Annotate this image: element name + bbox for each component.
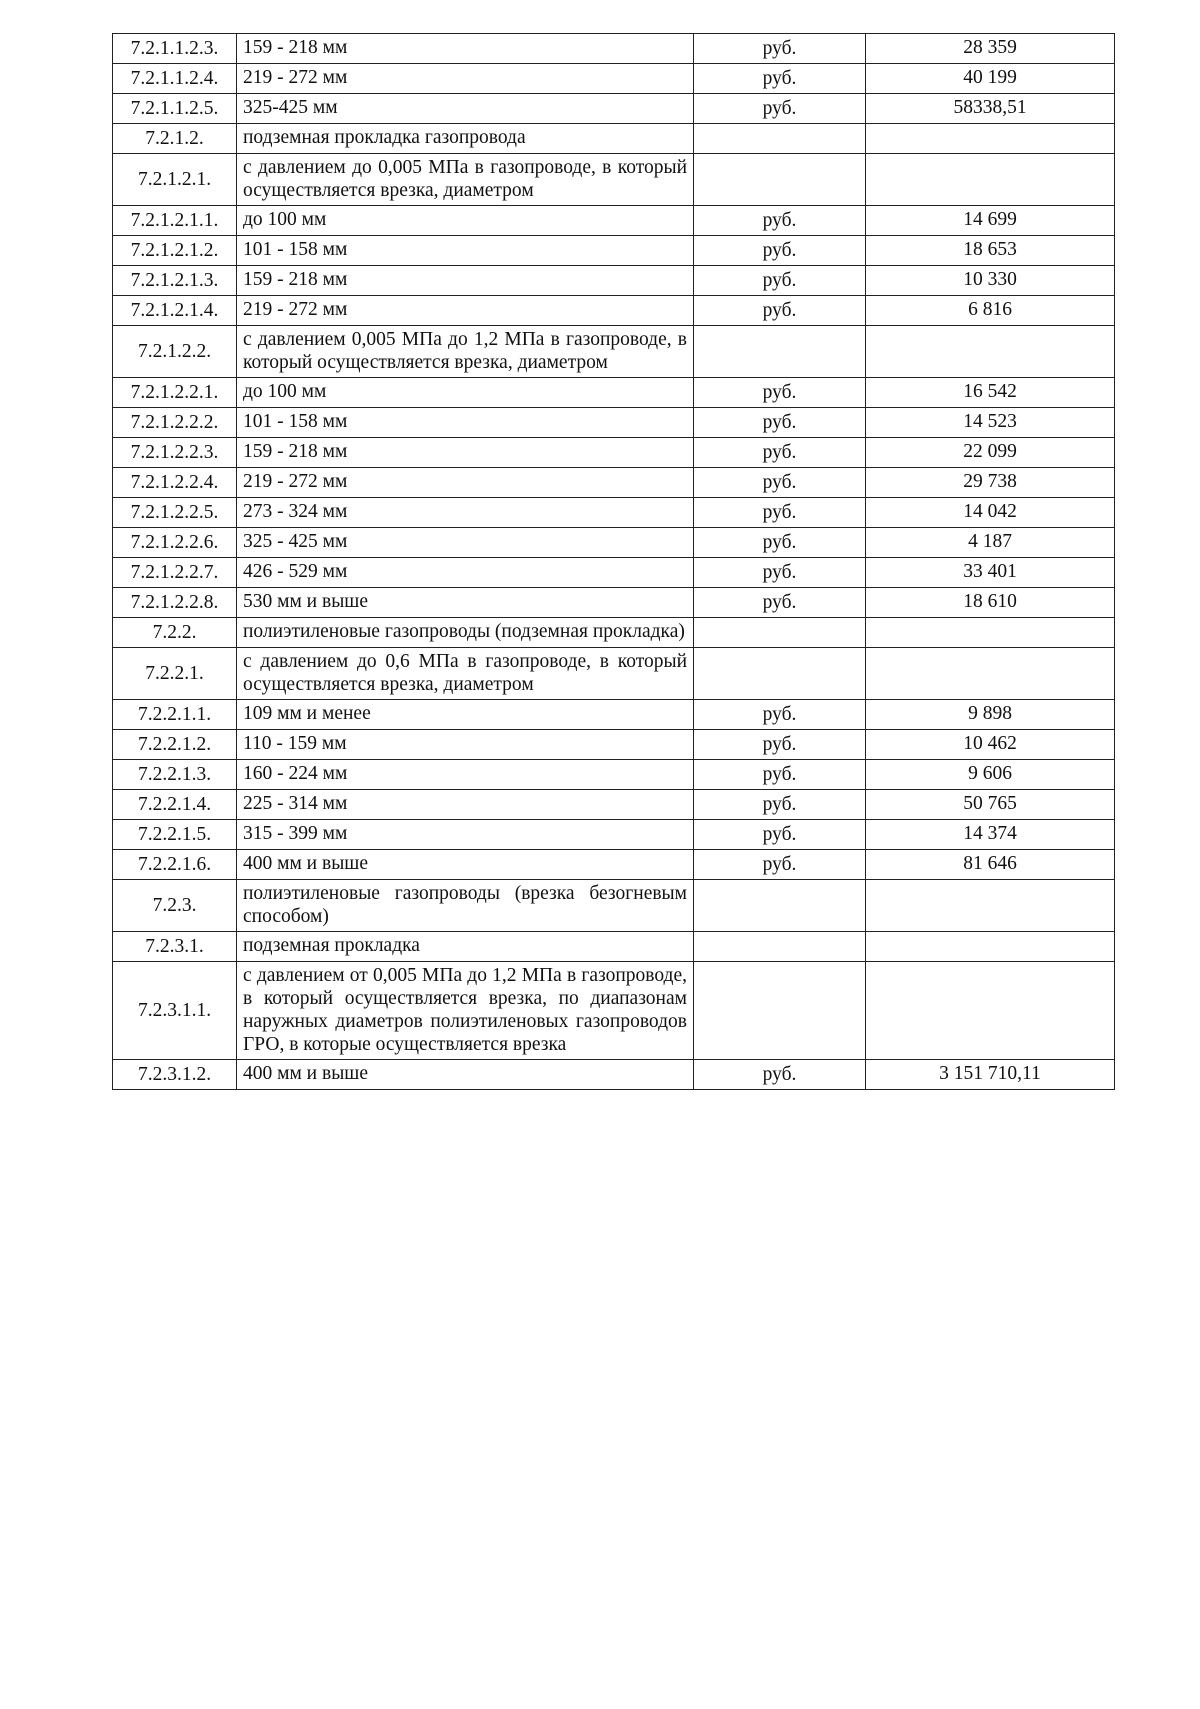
unit-cell: руб. <box>694 700 866 730</box>
item-description-cell: 110 - 159 мм <box>237 730 694 760</box>
table-row <box>113 932 1115 962</box>
unit-cell <box>694 618 866 648</box>
table-row <box>113 962 1115 1060</box>
price-cell: 10 462 <box>866 730 1115 760</box>
item-number-cell: 7.2.1.2.2. <box>113 326 237 378</box>
unit-cell: руб. <box>694 468 866 498</box>
price-cell: 4 187 <box>866 528 1115 558</box>
table-row <box>113 850 1115 880</box>
table-row <box>113 648 1115 700</box>
price-cell <box>866 962 1115 1060</box>
unit-cell <box>694 880 866 932</box>
item-number-cell: 7.2.1.2.2.3. <box>113 438 237 468</box>
unit-cell: руб. <box>694 760 866 790</box>
price-cell: 14 523 <box>866 408 1115 438</box>
price-cell: 33 401 <box>866 558 1115 588</box>
unit-cell: руб. <box>694 408 866 438</box>
unit-cell <box>694 154 866 206</box>
item-number-cell: 7.2.3.1. <box>113 932 237 962</box>
price-cell: 18 610 <box>866 588 1115 618</box>
item-number-cell: 7.2.2.1.3. <box>113 760 237 790</box>
unit-cell: руб. <box>694 236 866 266</box>
item-number-cell: 7.2.1.1.2.4. <box>113 64 237 94</box>
item-description-cell: 219 - 272 мм <box>237 64 694 94</box>
item-number-cell: 7.2.1.2.1.1. <box>113 206 237 236</box>
unit-cell: руб. <box>694 378 866 408</box>
unit-cell: руб. <box>694 266 866 296</box>
table-row <box>113 266 1115 296</box>
item-description-cell: 325-425 мм <box>237 94 694 124</box>
unit-cell: руб. <box>694 588 866 618</box>
item-description-cell: 160 - 224 мм <box>237 760 694 790</box>
price-cell: 3 151 710,11 <box>866 1060 1115 1090</box>
price-cell: 9 606 <box>866 760 1115 790</box>
item-description-cell: 426 - 529 мм <box>237 558 694 588</box>
table-row <box>113 408 1115 438</box>
unit-cell: руб. <box>694 730 866 760</box>
table-row <box>113 1060 1115 1090</box>
item-description-cell: 315 - 399 мм <box>237 820 694 850</box>
item-number-cell: 7.2.2. <box>113 618 237 648</box>
item-description-cell: до 100 мм <box>237 206 694 236</box>
price-cell: 81 646 <box>866 850 1115 880</box>
item-description-cell: подземная прокладка <box>237 932 694 962</box>
tariff-table <box>112 33 1115 1090</box>
item-number-cell: 7.2.1.1.2.3. <box>113 34 237 64</box>
unit-cell <box>694 124 866 154</box>
item-description-cell: 159 - 218 мм <box>237 438 694 468</box>
table-row <box>113 94 1115 124</box>
price-cell: 14 042 <box>866 498 1115 528</box>
table-row <box>113 296 1115 326</box>
item-description-cell: 219 - 272 мм <box>237 296 694 326</box>
item-number-cell: 7.2.2.1.5. <box>113 820 237 850</box>
item-number-cell: 7.2.1.1.2.5. <box>113 94 237 124</box>
table-row <box>113 468 1115 498</box>
item-number-cell: 7.2.2.1.1. <box>113 700 237 730</box>
table-row <box>113 438 1115 468</box>
price-cell: 10 330 <box>866 266 1115 296</box>
price-cell: 29 738 <box>866 468 1115 498</box>
price-cell: 6 816 <box>866 296 1115 326</box>
item-number-cell: 7.2.1.2.1.4. <box>113 296 237 326</box>
item-description-cell: 325 - 425 мм <box>237 528 694 558</box>
table-row <box>113 558 1115 588</box>
item-number-cell: 7.2.1.2.1.2. <box>113 236 237 266</box>
table-row <box>113 326 1115 378</box>
table-row <box>113 700 1115 730</box>
item-description-cell: 101 - 158 мм <box>237 408 694 438</box>
table-row <box>113 154 1115 206</box>
unit-cell: руб. <box>694 528 866 558</box>
unit-cell: руб. <box>694 498 866 528</box>
table-row <box>113 124 1115 154</box>
item-description-cell: 530 мм и выше <box>237 588 694 618</box>
item-number-cell: 7.2.1.2.2.4. <box>113 468 237 498</box>
item-number-cell: 7.2.1.2.2.6. <box>113 528 237 558</box>
price-cell: 50 765 <box>866 790 1115 820</box>
table-row <box>113 206 1115 236</box>
price-cell: 22 099 <box>866 438 1115 468</box>
table-row <box>113 760 1115 790</box>
item-description-cell: с давлением до 0,005 МПа в газопроводе, в который осуществляется врезка, диаметром <box>237 154 694 206</box>
unit-cell: руб. <box>694 1060 866 1090</box>
unit-cell <box>694 648 866 700</box>
item-number-cell: 7.2.3.1.1. <box>113 962 237 1060</box>
item-description-cell: с давлением 0,005 МПа до 1,2 МПа в газопроводе, в который осуществляется врезка, диаметром <box>237 326 694 378</box>
table-row <box>113 880 1115 932</box>
unit-cell: руб. <box>694 820 866 850</box>
unit-cell: руб. <box>694 34 866 64</box>
price-cell: 28 359 <box>866 34 1115 64</box>
table-row <box>113 618 1115 648</box>
item-number-cell: 7.2.1.2.2.1. <box>113 378 237 408</box>
item-description-cell: 225 - 314 мм <box>237 790 694 820</box>
table-row <box>113 64 1115 94</box>
table-row <box>113 730 1115 760</box>
item-number-cell: 7.2.2.1.4. <box>113 790 237 820</box>
item-number-cell: 7.2.1.2.2.8. <box>113 588 237 618</box>
item-description-cell: 219 - 272 мм <box>237 468 694 498</box>
item-number-cell: 7.2.1.2.2.5. <box>113 498 237 528</box>
unit-cell <box>694 962 866 1060</box>
item-number-cell: 7.2.1.2.1. <box>113 154 237 206</box>
item-description-cell: 101 - 158 мм <box>237 236 694 266</box>
table-row <box>113 528 1115 558</box>
price-cell: 58338,51 <box>866 94 1115 124</box>
item-number-cell: 7.2.3.1.2. <box>113 1060 237 1090</box>
table-row <box>113 790 1115 820</box>
price-cell <box>866 124 1115 154</box>
price-cell <box>866 932 1115 962</box>
unit-cell <box>694 932 866 962</box>
unit-cell: руб. <box>694 790 866 820</box>
price-cell: 9 898 <box>866 700 1115 730</box>
price-cell: 16 542 <box>866 378 1115 408</box>
item-description-cell: до 100 мм <box>237 378 694 408</box>
item-number-cell: 7.2.2.1.6. <box>113 850 237 880</box>
price-cell: 40 199 <box>866 64 1115 94</box>
price-cell <box>866 880 1115 932</box>
item-description-cell: полиэтиленовые газопроводы (врезка безогневым способом) <box>237 880 694 932</box>
table-row <box>113 820 1115 850</box>
item-description-cell: 159 - 218 мм <box>237 34 694 64</box>
price-cell <box>866 618 1115 648</box>
price-cell: 14 699 <box>866 206 1115 236</box>
table-row <box>113 498 1115 528</box>
item-description-cell: с давлением до 0,6 МПа в газопроводе, в который осуществляется врезка, диаметром <box>237 648 694 700</box>
item-description-cell: 400 мм и выше <box>237 1060 694 1090</box>
unit-cell: руб. <box>694 206 866 236</box>
item-description-cell: 159 - 218 мм <box>237 266 694 296</box>
unit-cell: руб. <box>694 558 866 588</box>
item-description-cell: 400 мм и выше <box>237 850 694 880</box>
price-cell: 18 653 <box>866 236 1115 266</box>
item-description-cell: 273 - 324 мм <box>237 498 694 528</box>
item-number-cell: 7.2.1.2.2.7. <box>113 558 237 588</box>
item-description-cell: с давлением от 0,005 МПа до 1,2 МПа в газопроводе, в который осуществляется врезка, по диапазонам наружных диаметров полиэтиленовых газопроводов ГРО, в которые осуществляется врезка <box>237 962 694 1060</box>
item-description-cell: 109 мм и менее <box>237 700 694 730</box>
table-row <box>113 588 1115 618</box>
price-cell <box>866 154 1115 206</box>
unit-cell: руб. <box>694 94 866 124</box>
price-cell: 14 374 <box>866 820 1115 850</box>
item-number-cell: 7.2.3. <box>113 880 237 932</box>
table-row <box>113 236 1115 266</box>
item-number-cell: 7.2.2.1.2. <box>113 730 237 760</box>
item-number-cell: 7.2.1.2.2.2. <box>113 408 237 438</box>
table-row <box>113 378 1115 408</box>
item-description-cell: подземная прокладка газопровода <box>237 124 694 154</box>
unit-cell <box>694 326 866 378</box>
price-cell <box>866 648 1115 700</box>
table-row <box>113 34 1115 64</box>
unit-cell: руб. <box>694 850 866 880</box>
item-number-cell: 7.2.1.2.1.3. <box>113 266 237 296</box>
item-number-cell: 7.2.1.2. <box>113 124 237 154</box>
unit-cell: руб. <box>694 64 866 94</box>
price-cell <box>866 326 1115 378</box>
item-description-cell: полиэтиленовые газопроводы (подземная прокладка) <box>237 618 694 648</box>
unit-cell: руб. <box>694 438 866 468</box>
tariff-table-body <box>113 34 1115 1090</box>
unit-cell: руб. <box>694 296 866 326</box>
item-number-cell: 7.2.2.1. <box>113 648 237 700</box>
